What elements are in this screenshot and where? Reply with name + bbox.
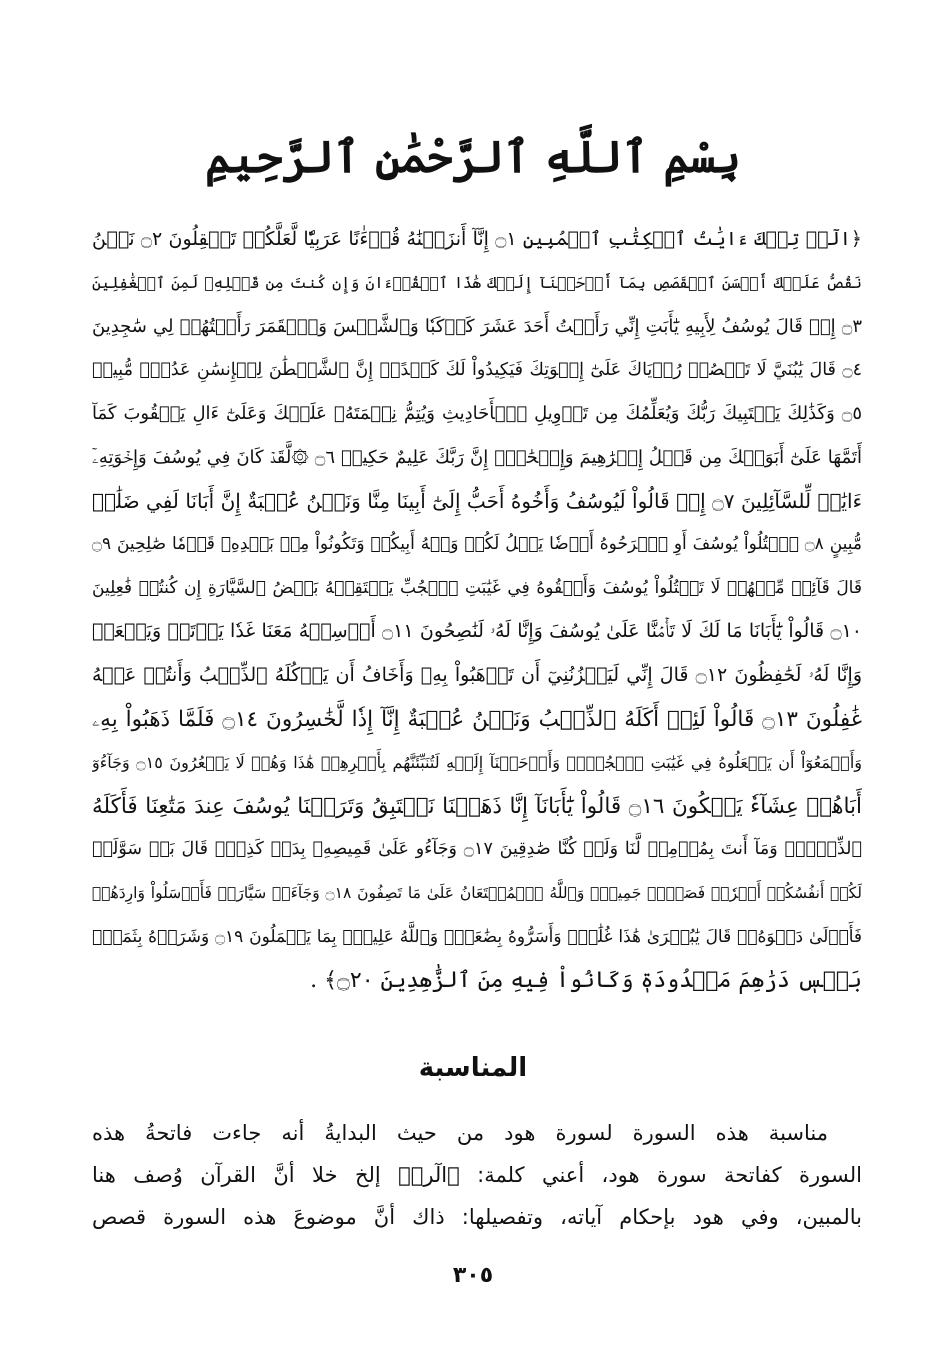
- quran-line: أَبَاهُمۡ عِشَآءٗ يَبۡكُونَ ۝١٦ قَالُواْ يَٰٓأَبَانَآ إِنَّا ذَهَبۡنَا نَسۡتَبِقُ وَتَرَكۡنَا يُوسُفَ عِندَ مَتَٰعِنَا فَأَكَلَهُ: [92, 793, 862, 819]
- quran-line: ٱلذِّئۡبُۖ وَمَآ أَنتَ بِمُؤۡمِنٖ لَّنَا وَلَوۡ كُنَّا صَٰدِقِينَ ۝١٧ وَجَآءُو عَلَىٰ قَمِيصِهِۦ بِدَمٖ كَذِبٖۚ قَالَ بَلۡ سَوَّلَتۡ: [92, 839, 862, 860]
- quran-line: ءَايَٰتٞ لِّلسَّآئِلِينَ ۝٧ إِذۡ قَالُواْ لَيُوسُفُ وَأَخُوهُ أَحَبُّ إِلَىٰٓ أَبِينَا مِنَّا وَنَحۡنُ عُصۡبَةٌ إِنَّ أَبَانَا لَفِي ضَلَٰلٖ: [92, 488, 862, 513]
- quran-line: فَأَدۡلَىٰ دَلۡوَهُۥۖ قَالَ يَٰبُشۡرَىٰ هَٰذَا غُلَٰمٞۚ وَأَسَرُّوهُ بِضَٰعَةٗۚ وَٱللَّهُ عَلِيمُۢ بِمَا يَعۡمَلُونَ ۝١٩ وَشَرَوۡهُ بِثَمَنِۭ: [92, 926, 862, 947]
- quran-line: ۝٥ وَكَذَٰلِكَ يَجۡتَبِيكَ رَبُّكَ وَيُعَلِّمُكَ مِن تَأۡوِيلِ ٱلۡأَحَادِيثِ وَيُتِمُّ نِعۡمَتَهُۥ عَلَيۡكَ وَعَلَىٰٓ ءَالِ يَعۡقُوبَ كَمَآ: [92, 403, 862, 425]
- page-number: ٣٠٥: [452, 1263, 494, 1288]
- quran-text-block: [92, 218, 862, 1003]
- quran-line: وَإِنَّا لَهُۥ لَحَٰفِظُونَ ۝١٢ قَالَ إِنِّي لَيَحۡزُنُنِيٓ أَن تَذۡهَبُواْ بِهِۦ وَأَخَافُ أَن يَأۡكُلَهُ ٱلذِّئۡبُ وَأَنتُمۡ عَنۡهُ: [92, 663, 862, 686]
- quran-line: لَكُمۡ أَنفُسُكُمۡ أَمۡرٗاۖ فَصَبۡرٞ جَمِيلٞۖ وَٱللَّهُ ٱلۡمُسۡتَعَانُ عَلَىٰ مَا تَصِفُونَ ۝١٨ وَجَآءَتۡ سَيَّارَةٞ فَأَرۡسَلُواْ وَارِدَهُمۡ: [92, 883, 862, 902]
- quran-line: ۝١٠ قَالُواْ يَٰٓأَبَانَا مَا لَكَ لَا تَأۡمَ۬نَّا عَلَىٰ يُوسُفَ وَإِنَّا لَهُۥ لَنَٰصِحُونَ ۝١١ أَرۡسِلۡهُ مَعَنَا غَدٗا يَرۡتَعۡ وَيَلۡعَبۡ: [92, 620, 862, 643]
- quran-line-last: بَخۡسٖ دَرَٰهِمَ مَعۡدُودَةٖ وَكَانُواْ فِيهِ مِنَ ٱلزَّٰهِدِينَ ۝٢٠﴾ .: [310, 968, 862, 994]
- quran-line: أَتَمَّهَا عَلَىٰٓ أَبَوَيۡكَ مِن قَبۡلُ إِبۡرَٰهِيمَ وَإِسۡحَٰقَۚ إِنَّ رَبَّكَ عَلِيمٌ حَكِيمٞ ۝٦ ۞لَّقَدۡ كَانَ فِي يُوسُفَ وَإِخۡوَتِهِۦٓ: [92, 446, 862, 468]
- quran-line: وَأَجۡمَعُوٓاْ أَن يَجۡعَلُوهُ فِي غَيَٰبَتِ ٱلۡجُبِّۚ وَأَوۡحَيۡنَآ إِلَيۡهِ لَتُنَبِّئَنَّهُم بِأَمۡرِهِمۡ هَٰذَا وَهُمۡ لَا يَشۡعُرُونَ ۝١٥ وَجَآءُوٓ: [92, 753, 862, 773]
- paragraph-line: السورة كفاتحة سورة هود، أعني كلمة: ﴿الٓرۚ﴾ إلخ خلا أنَّ القرآن وُصف هنا: [92, 1163, 862, 1187]
- commentary-paragraph: [92, 1112, 862, 1238]
- paragraph-line: بالمبين، وفي هود بإحكام آياته، وتفصيلها: ذاك أنَّ موضوعَ هذه السورة قصص: [92, 1205, 862, 1229]
- quran-line: قَالَ قَآئِلٞ مِّنۡهُمۡ لَا تَقۡتُلُواْ يُوسُفَ وَأَلۡقُوهُ فِي غَيَٰبَتِ ٱلۡجُبِّ يَلۡتَقِطۡهُ بَعۡضُ ٱلسَّيَّارَةِ إِن كُنتُمۡ فَٰعِلِينَ: [92, 577, 862, 598]
- quran-line: مُّبِينٍ ۝٨ ٱقۡتُلُواْ يُوسُفَ أَوِ ٱطۡرَحُوهُ أَرۡضٗا يَخۡلُ لَكُمۡ وَجۡهُ أَبِيكُمۡ وَتَكُونُواْ مِنۢ بَعۡدِهِۦ قَوۡمٗا صَٰلِحِينَ ۝٩: [92, 534, 862, 555]
- quran-line: ۝٤ قَالَ يَٰبُنَيَّ لَا تَقۡصُصۡ رُءۡيَاكَ عَلَىٰٓ إِخۡوَتِكَ فَيَكِيدُواْ لَكَ كَيۡدًاۖ إِنَّ ٱلشَّيۡطَٰنَ لِلۡإِنسَٰنِ عَدُوّٞ مُّبِينٞ: [92, 359, 862, 380]
- section-heading: المناسبة: [418, 1053, 528, 1083]
- quran-line: ﴿الٓرۚ تِلۡكَ ءَايَٰتُ ٱلۡكِتَٰبِ ٱلۡمُبِينِ ۝١ إِنَّآ أَنزَلۡنَٰهُ قُرۡءَٰنًا عَرَبِيّٗا لَّعَلَّكُمۡ تَعۡقِلُونَ ۝٢ نَحۡنُ: [92, 228, 862, 250]
- paragraph-line: مناسبة هذه السورة لسورة هود من حيث البدايةُ أنه جاءت فاتحةُ هذه: [92, 1121, 828, 1145]
- basmala-header: بِسْمِ ٱللَّهِ ٱلرَّحْمَٰنِ ٱلرَّحِيمِ: [205, 132, 741, 183]
- quran-line: ۝٣ إِذۡ قَالَ يُوسُفُ لِأَبِيهِ يَٰٓأَبَتِ إِنِّي رَأَيۡتُ أَحَدَ عَشَرَ كَوۡكَبٗا وَٱلشَّمۡسَ وَٱلۡقَمَرَ رَأَيۡتُهُمۡ لِي سَٰجِدِينَ: [92, 316, 862, 338]
- quran-line: نَقُصُّ عَلَيۡكَ أَحۡسَنَ ٱلۡقَصَصِ بِمَآ أَوۡحَيۡنَآ إِلَيۡكَ هَٰذَا ٱلۡقُرۡءَانَ وَإِن كُنتَ مِن قَبۡلِهِۦ لَمِنَ ٱلۡغَٰفِلِينَ: [92, 273, 862, 292]
- quran-line: غَٰفِلُونَ ۝١٣ قَالُواْ لَئِنۡ أَكَلَهُ ٱلذِّئۡبُ وَنَحۡنُ عُصۡبَةٌ إِنَّآ إِذٗا لَّخَٰسِرُونَ ۝١٤ فَلَمَّا ذَهَبُواْ بِهِۦ: [92, 706, 862, 732]
